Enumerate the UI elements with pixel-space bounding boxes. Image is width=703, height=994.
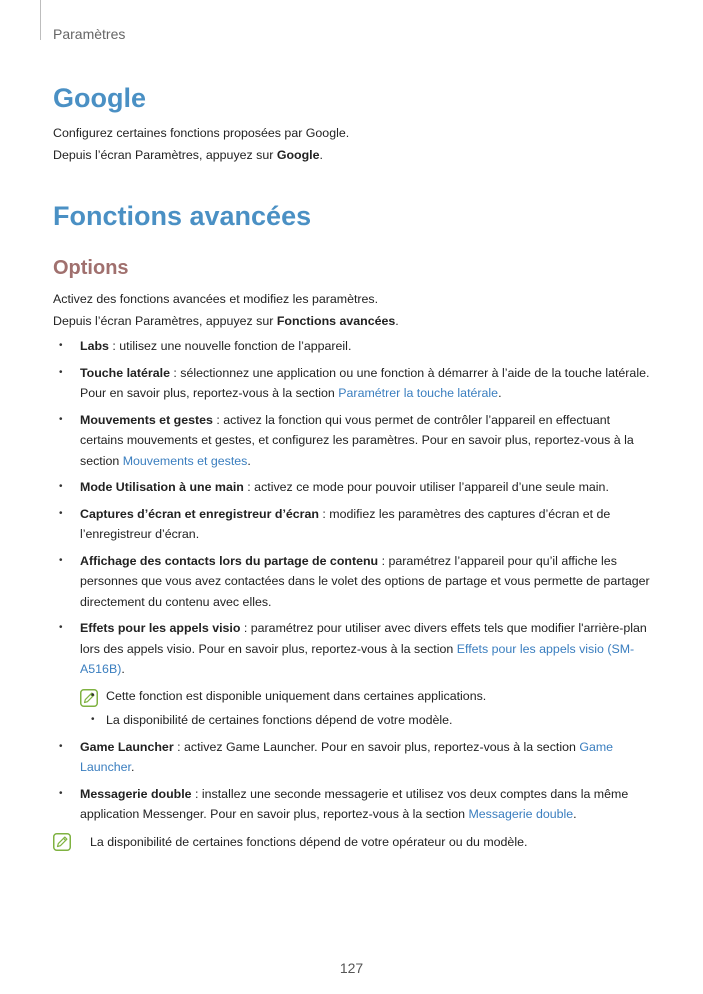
video-effects-link[interactable]: Effets pour les appels visio (SM-A516B)	[80, 641, 635, 676]
list-item-side-key	[53, 363, 653, 404]
side-key-text: : sélectionnez une application ou une fonction à démarrer à l’aide de la touche latérale. Pour en savoir plus, reportez-vous à la section	[80, 365, 650, 400]
advanced-instruction-bold: Fonctions avancées	[276, 314, 396, 328]
options-list	[53, 336, 653, 680]
google-instruction-bold: Google	[276, 148, 320, 162]
list-item-labs	[53, 336, 653, 357]
list-item-motions	[53, 410, 653, 472]
video-effects-end: .	[121, 662, 125, 676]
video-effects-note	[53, 686, 653, 731]
one-hand-text: : activez ce mode pour pouvoir utiliser l’appareil d’une seule main.	[243, 480, 609, 494]
list-item-screenshots	[53, 504, 653, 545]
game-launcher-link[interactable]: Game Launcher	[80, 739, 614, 774]
google-instruction-prefix: Depuis l’écran Paramètres, appuyez sur	[53, 148, 277, 162]
list-item-one-hand	[53, 477, 653, 498]
availability-note-text: La disponibilité de certaines fonctions dépend de votre opérateur ou du modèle.	[90, 834, 528, 849]
game-launcher-end: .	[130, 760, 135, 774]
list-item-dual-messenger	[53, 784, 653, 825]
google-description: Configurez certaines fonctions proposées par Google.	[53, 126, 350, 140]
side-key-term: Touche latérale	[80, 365, 170, 380]
options-subtitle: Options	[53, 257, 129, 279]
list-item-game-launcher	[53, 737, 653, 778]
google-instruction-suffix: .	[319, 148, 323, 162]
motions-text: : activez la fonction qui vous permet de contrôler l’appareil en effectuant certains mouvements et gestes, et configurez les paramètres. Pour en savoir plus, reportez-vous à la section	[80, 412, 634, 468]
video-effects-note-list	[106, 686, 653, 731]
advanced-description: Activez des fonctions avancées et modifiez les paramètres.	[53, 292, 379, 306]
game-launcher-term: Game Launcher	[80, 739, 174, 754]
motions-link[interactable]: Mouvements et gestes	[122, 453, 248, 468]
video-effects-term: Effets pour les appels visio	[80, 621, 241, 635]
google-title: Google	[53, 83, 146, 113]
options-list-continued	[53, 737, 653, 825]
note-pencil-icon	[80, 689, 98, 707]
labs-text: : utilisez une nouvelle fonction de l’appareil.	[108, 339, 352, 353]
screenshots-text: : modifiez les paramètres des captures d’écran et de l’enregistreur d’écran.	[80, 506, 611, 541]
game-launcher-text: : activez Game Launcher. Pour en savoir plus, reportez-vous à la section	[173, 739, 580, 754]
advanced-instruction-suffix: .	[395, 314, 399, 328]
motions-end: .	[247, 453, 251, 468]
dual-messenger-text: : installez une seconde messagerie et utilisez vos deux comptes dans la même application Messenger. Pour en savoir plus, reportez-vous à la section	[80, 786, 629, 821]
dual-messenger-end: .	[573, 807, 577, 821]
page-margin-rule	[40, 0, 41, 40]
motions-term: Mouvements et gestes	[80, 412, 213, 427]
page-content	[53, 80, 653, 853]
contacts-term: Affichage des contacts lors du partage de contenu	[80, 553, 379, 568]
page-number: 127	[339, 960, 364, 976]
screenshots-term: Captures d’écran et enregistreur d’écran	[80, 506, 319, 521]
side-key-link[interactable]: Paramétrer la touche latérale	[338, 386, 499, 400]
dual-messenger-link[interactable]: Messagerie double	[468, 807, 574, 821]
video-effects-text: : paramétrez pour utiliser avec divers effets tels que modifier l'arrière-plan lors des appels visio. Pour en savoir plus, reportez-vous à la section	[80, 621, 647, 656]
note-bullet-2: • La disponibilité de certaines fonctions dépend de votre modèle.	[106, 710, 653, 731]
note-bullet-1: • Cette fonction est disponible uniquement dans certaines applications.	[106, 686, 653, 707]
labs-term: Labs	[80, 339, 109, 353]
advanced-instruction-prefix: Depuis l’écran Paramètres, appuyez sur	[53, 314, 277, 328]
list-item-video-effects	[53, 618, 653, 680]
contacts-text: : paramétrez l’appareil pour qu’il affiche les personnes que vous avez contactées dans le volet des options de partage et vous permette de partager directement du contenu avec elles.	[80, 553, 650, 609]
advanced-features-title: Fonctions avancées	[53, 201, 312, 231]
availability-note	[53, 831, 653, 853]
google-instruction	[53, 144, 653, 166]
note-pencil-icon	[53, 833, 71, 851]
one-hand-term: Mode Utilisation à une main	[80, 480, 244, 494]
page-header: Paramètres	[53, 26, 126, 42]
side-key-end: .	[498, 386, 502, 400]
dual-messenger-term: Messagerie double	[80, 786, 192, 801]
list-item-contacts	[53, 551, 653, 613]
advanced-instruction	[53, 310, 653, 332]
